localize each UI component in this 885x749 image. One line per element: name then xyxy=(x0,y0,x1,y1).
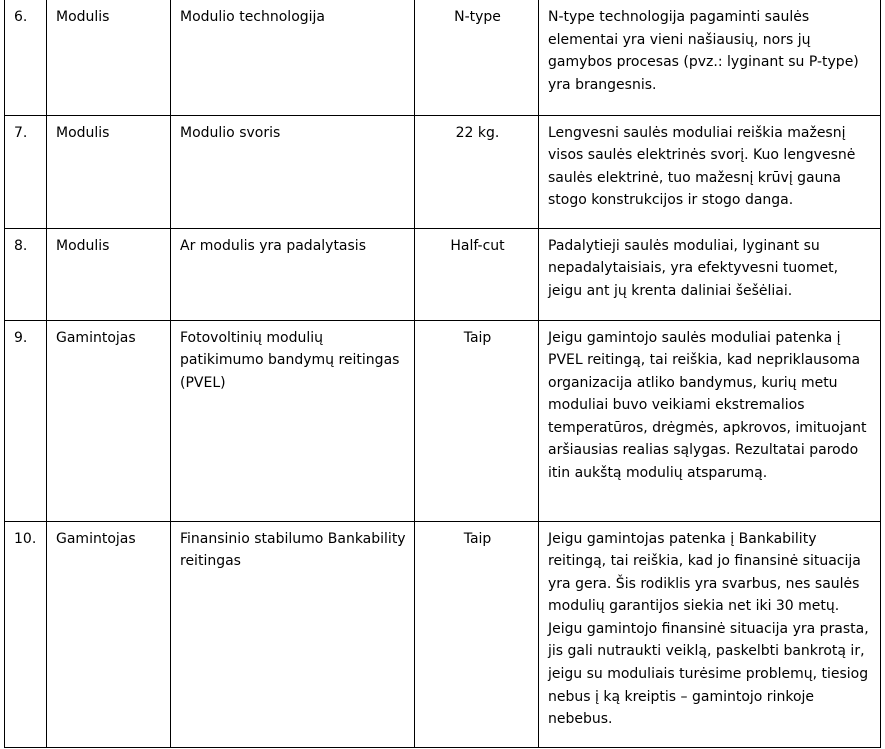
table-row xyxy=(5,320,881,521)
row-description: Jeigu gamintojo saulės moduliai patenka į PVEL reitingą, tai reiškia, kad nepriklausoma organizacija atliko bandymus, kurių metu moduliai buvo veikiami ekstremalios temperatūros, drėgmės, apkrovos, imituojant aršiausias realias sąlygas. Rezultatai parodo itin aukštą modulių atsparumą. xyxy=(539,320,881,521)
row-category: Modulis xyxy=(47,0,171,115)
row-category: Modulis xyxy=(47,115,171,228)
row-category: Gamintojas xyxy=(47,320,171,521)
row-description: N-type technologija pagaminti saulės elementai yra vieni našiausių, nors jų gamybos procesas (pvz.: lyginant su P-type) yra brangesnis. xyxy=(539,0,881,115)
row-category: Gamintojas xyxy=(47,521,171,747)
row-number: 8. xyxy=(5,228,47,320)
row-number: 10. xyxy=(5,521,47,747)
table-row xyxy=(5,521,881,747)
row-parameter: Fotovoltinių modulių patikimumo bandymų reitingas (PVEL) xyxy=(171,320,415,521)
row-value: 22 kg. xyxy=(415,115,539,228)
spec-table xyxy=(4,0,881,748)
row-value: Half-cut xyxy=(415,228,539,320)
table-row xyxy=(5,228,881,320)
row-number: 7. xyxy=(5,115,47,228)
row-value: Taip xyxy=(415,320,539,521)
row-category: Modulis xyxy=(47,228,171,320)
row-description: Padalytieji saulės moduliai, lyginant su nepadalytaisiais, yra efektyvesni tuomet, jeigu ant jų krenta daliniai šešėliai. xyxy=(539,228,881,320)
row-parameter: Finansinio stabilumo Bankability reitingas xyxy=(171,521,415,747)
row-parameter: Modulio technologija xyxy=(171,0,415,115)
table-row xyxy=(5,0,881,115)
row-parameter: Ar modulis yra padalytasis xyxy=(171,228,415,320)
table-row xyxy=(5,115,881,228)
row-number: 9. xyxy=(5,320,47,521)
row-parameter: Modulio svoris xyxy=(171,115,415,228)
row-number: 6. xyxy=(5,0,47,115)
row-description: Jeigu gamintojas patenka į Bankability reitingą, tai reiškia, kad jo finansinė situacija yra gera. Šis rodiklis yra svarbus, nes saulės modulių garantijos siekia net iki 30 metų. Jeigu gamintojo finansinė situacija yra prasta, jis gali nutraukti veiklą, paskelbti bankrotą ir, jeigu su moduliais turėsime problemų, tiesiog nebus į ką kreiptis – gamintojo rinkoje nebebus. xyxy=(539,521,881,747)
row-value: Taip xyxy=(415,521,539,747)
row-description: Lengvesni saulės moduliai reiškia mažesnį visos saulės elektrinės svorį. Kuo lengvesnė saulės elektrinė, tuo mažesnį krūvį gauna stogo konstrukcijos ir stogo danga. xyxy=(539,115,881,228)
row-value: N-type xyxy=(415,0,539,115)
